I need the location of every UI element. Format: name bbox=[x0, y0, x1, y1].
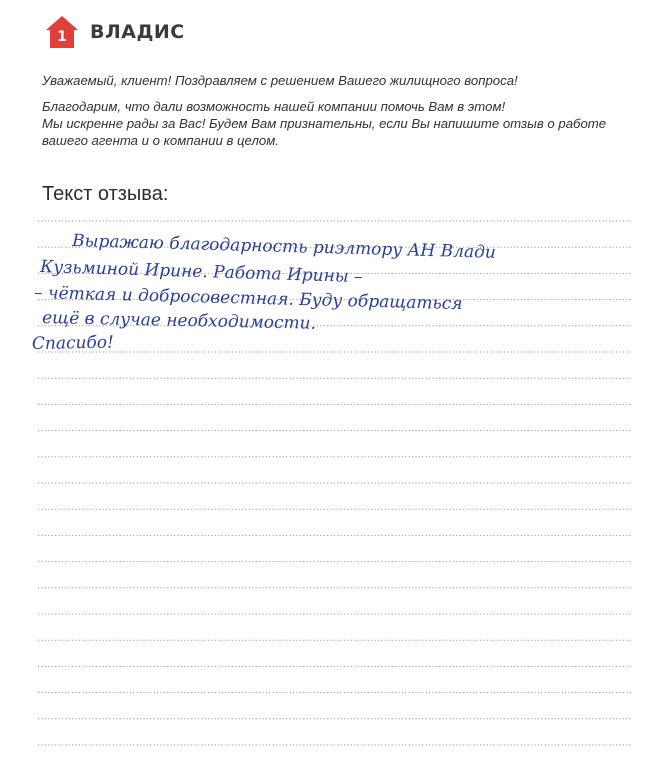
handwriting-line-1: Выражаю благодарность риэлтору АН Влади bbox=[71, 231, 497, 263]
handwritten-review bbox=[32, 0, 642, 768]
brand-name: ВЛАДИС bbox=[90, 21, 185, 43]
handwriting-line-4: ещё в случае необходимости. bbox=[41, 308, 317, 334]
logo-digit: 1 bbox=[57, 29, 67, 45]
review-heading: Текст отзыва: bbox=[42, 183, 169, 205]
handwriting-line-2: Кузьминой Ирине. Работа Ирины – bbox=[39, 257, 363, 288]
handwriting-line-3: – чёткая и добросовестная. Буду обращаться bbox=[33, 283, 463, 315]
thanks-line: Благодарим, что дали возможность нашей компании помочь Вам в этом! bbox=[42, 99, 506, 114]
request-line: Мы искренне рады за Вас! Будем Вам признательны, если Вы напишите отзыв о работе bbox=[42, 116, 607, 131]
request-line-continued: вашего агента и о компании в целом. bbox=[42, 133, 279, 148]
greeting-line: Уважаемый, клиент! Поздравляем с решением Вашего жилищного вопроса! bbox=[42, 73, 518, 88]
handwriting-line-5: Спасибо! bbox=[32, 332, 115, 354]
